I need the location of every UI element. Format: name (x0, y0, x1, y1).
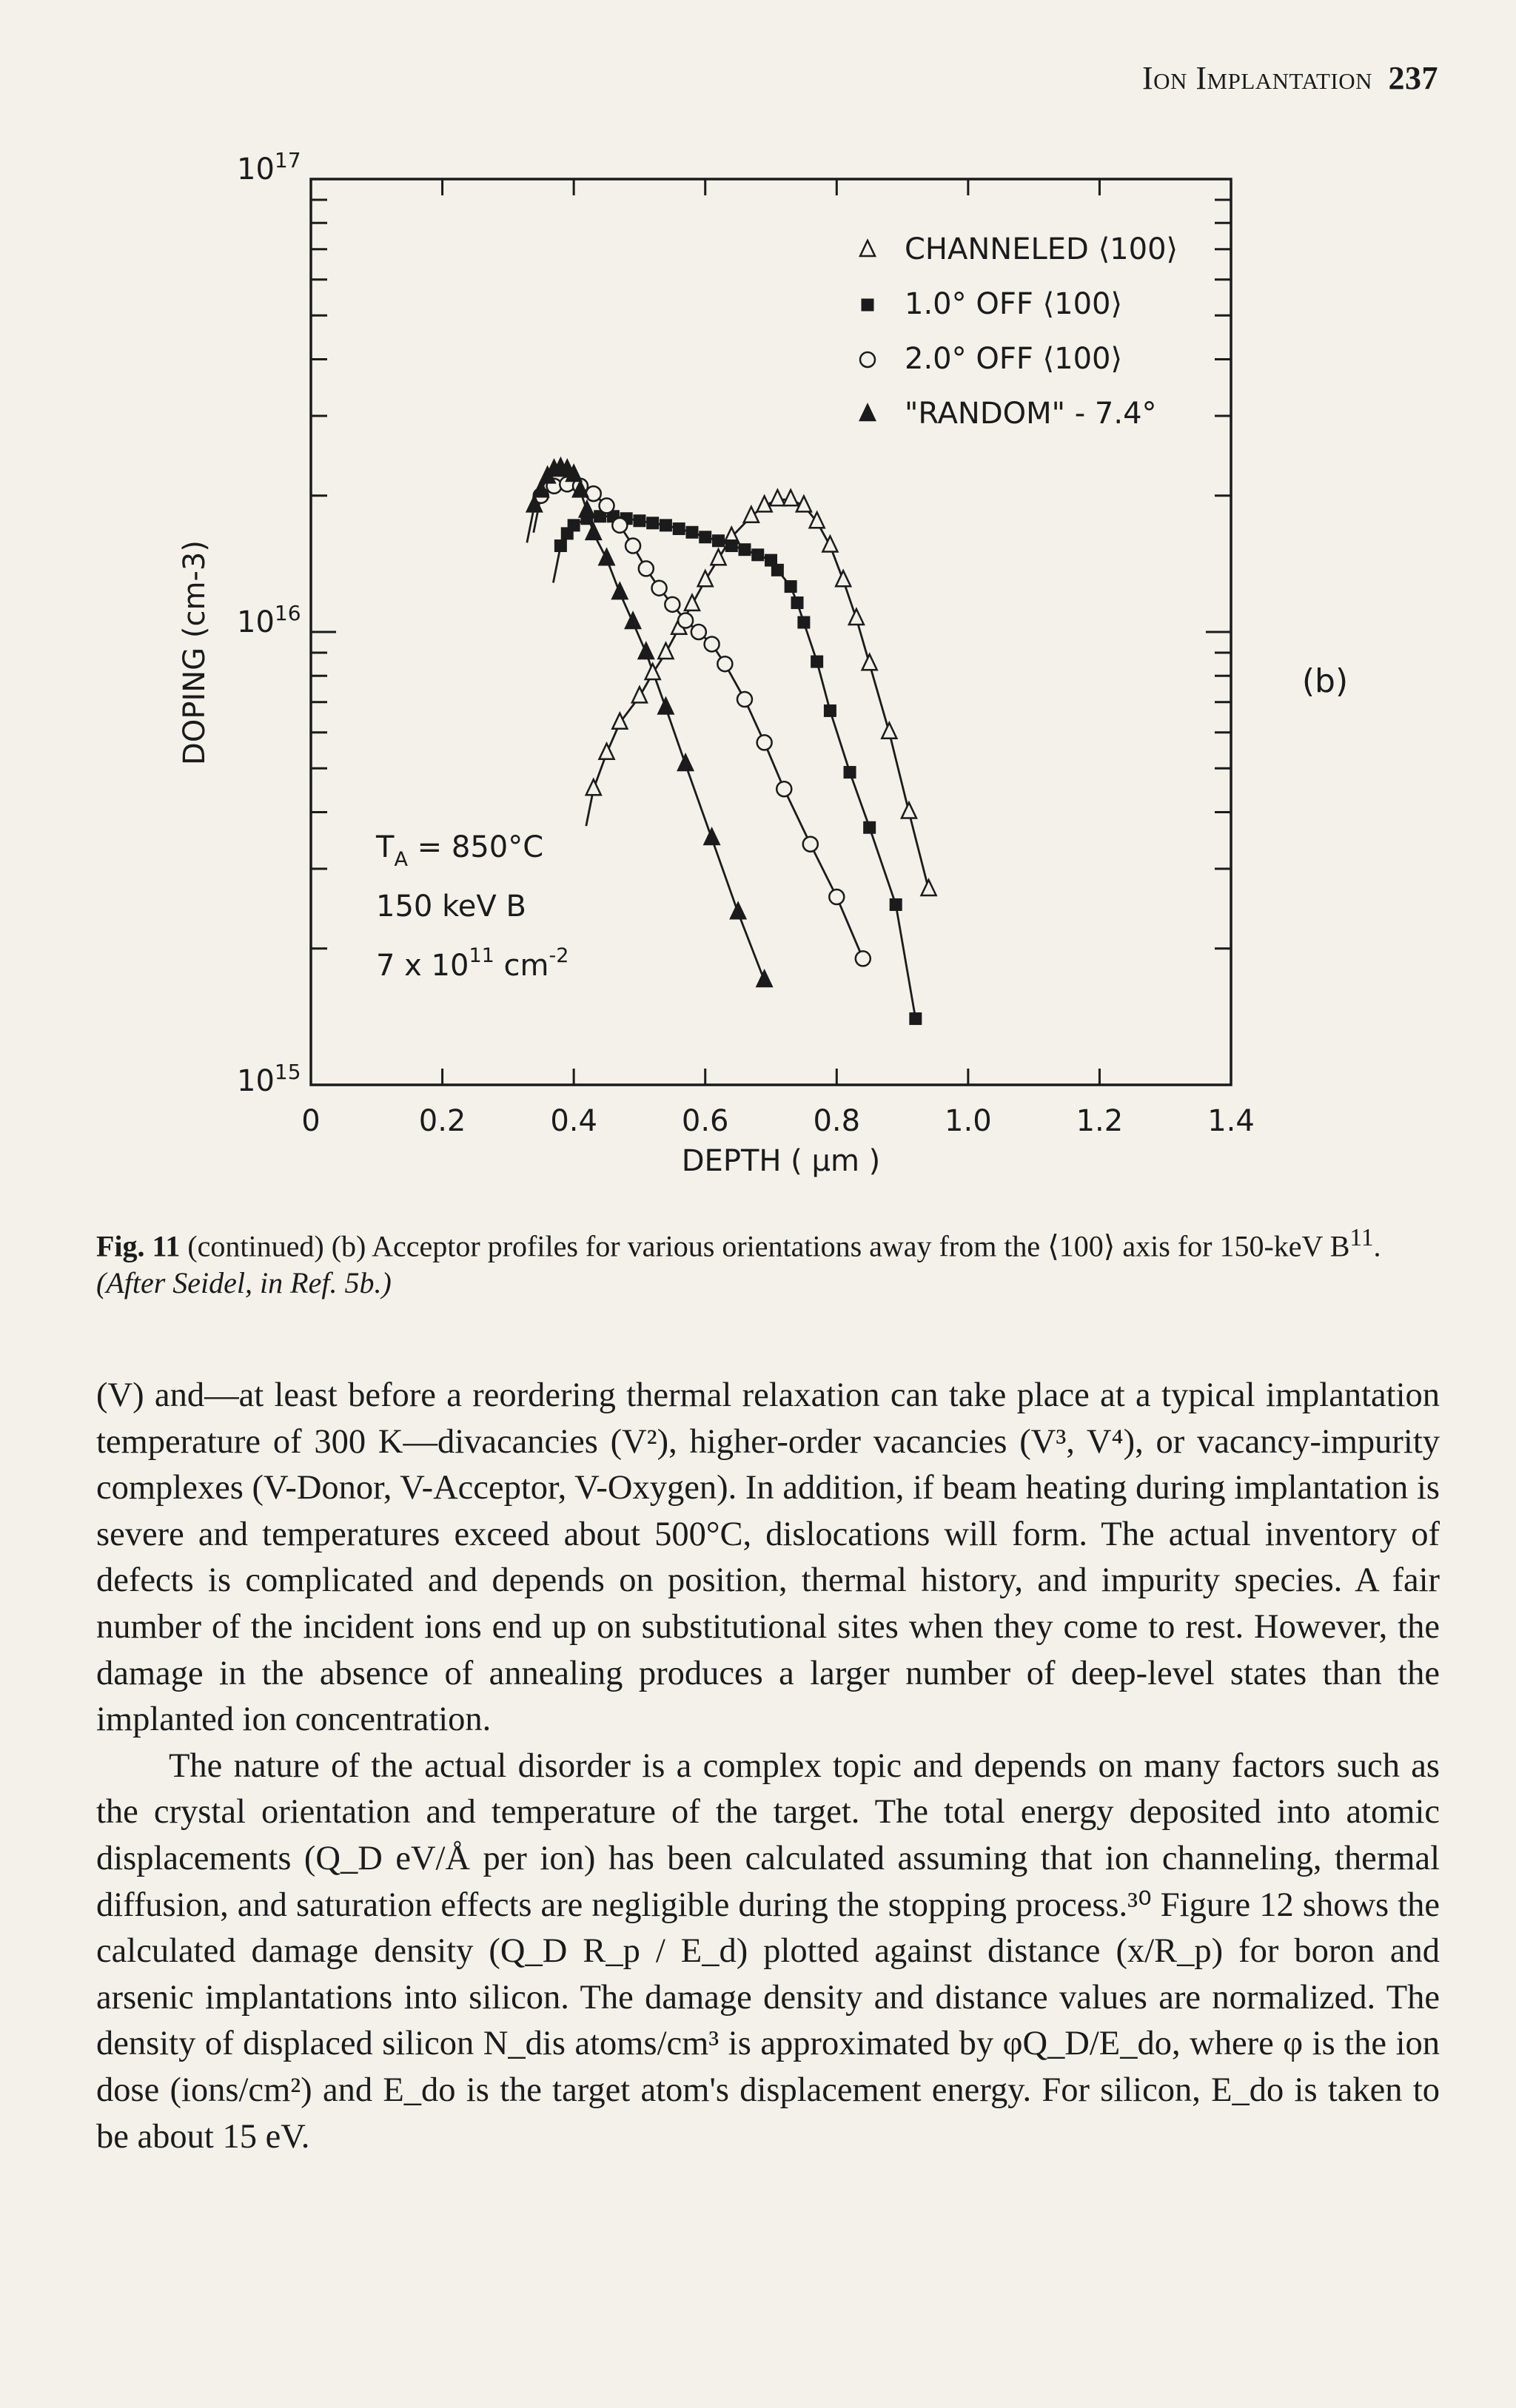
caption-citation: (After Seidel, in Ref. 5b.) (96, 1266, 392, 1300)
implant-energy: 150 keV B (376, 889, 526, 924)
series-3-point (586, 486, 601, 501)
page-number: 237 (1388, 60, 1438, 96)
series-1-point (922, 880, 936, 895)
series-3-point (625, 539, 640, 554)
legend-label-4: "RANDOM" - 7.4° (905, 397, 1157, 431)
series-2-point (712, 534, 725, 547)
series-2-point (785, 580, 797, 593)
series-2-point (699, 531, 711, 543)
x-tick-label: 0.6 (681, 1104, 729, 1138)
series-2-point (909, 1012, 922, 1025)
series-3-point (612, 518, 627, 533)
series-1-point (744, 507, 759, 522)
series-4-point (612, 583, 627, 599)
series-2-point (771, 564, 784, 576)
series-4-point (600, 549, 614, 565)
body-text (96, 1373, 1440, 2160)
series-1-point (836, 571, 851, 586)
series-4-point (658, 699, 673, 714)
series-1-point (770, 490, 785, 505)
series-2-point (554, 539, 567, 552)
y-tick-label: $10^{17}$ (237, 148, 301, 186)
series-3-point (737, 692, 752, 707)
series-2-point (673, 522, 685, 535)
series-3-point (639, 561, 654, 576)
series-2-point (646, 517, 659, 529)
series-2-point (738, 543, 751, 556)
series-3-point (803, 837, 818, 852)
series-2-point (633, 514, 645, 527)
series-line-2 (553, 517, 915, 1019)
series-3-point (600, 498, 614, 513)
x-tick-label: 1.2 (1076, 1104, 1124, 1138)
anneal-temperature: $T_A = 850^\circ C$ (376, 830, 544, 871)
series-4-point (731, 903, 745, 918)
series-4-point (580, 501, 594, 517)
x-axis-label: DEPTH ( μm ) (681, 1144, 881, 1178)
series-2-point (797, 616, 810, 629)
series-2-point (660, 519, 672, 531)
series-4-point (678, 755, 693, 770)
caption-label: Fig. 11 (96, 1229, 181, 1263)
paragraph-1: (V) and—at least before a reordering thermal relaxation can take place at a typical implantation temperature of 300 K—divacancies (V²), higher-order vacancies (V³, V⁴), or vacancy-impurity complexes (V-Donor, V-Acceptor, V-Oxygen). In addition, if beam heating during implantation is severe and temperatures exceed about 500°C, dislocations will form. The actual inventory of defects is complicated and depends on position, thermal history, and impurity species. A fair number of the incident ions end up on substitutional sites when they come to rest. However, the damage in the absence of annealing produces a larger number of deep-level states than the implanted ion concentration. (96, 1376, 1440, 1739)
header-title: Ion Implantation (1141, 60, 1372, 96)
legend-label-2: 1.0° OFF ⟨100⟩ (905, 287, 1123, 321)
data-markers (527, 459, 936, 1025)
paragraph-2: The nature of the actual disorder is a complex topic and depends on many factors such as the crystal orientation and temperature of the target. The total energy deposited into atomic displacements (Q_D eV/Å per ion) has been calculated assuming that ion channeling, thermal diffusion, and saturation effects are negligible during the stopping process.³⁰ Figure 12 shows the calculated damage density (Q_D R_p / E_d) plotted against distance (x/R_p) for boron and arsenic implantations into silicon. The damage density and distance values are normalized. The density of displaced silicon N_dis atoms/cm³ is approximated by φQ_D/E_do, where φ is the ion dose (ions/cm²) and E_do is the target atom's displacement energy. For silicon, E_do is taken to be about 15 eV. (96, 1746, 1440, 2156)
series-2-point (863, 821, 876, 834)
conditions-annotation (375, 830, 568, 983)
series-2-point (568, 519, 580, 531)
x-tick-label: 1.4 (1207, 1104, 1255, 1138)
series-2-point (811, 656, 823, 668)
series-4-point (705, 829, 720, 844)
series-1-point (685, 595, 700, 611)
x-tick-label: 0.4 (550, 1104, 597, 1138)
series-1-point (783, 490, 798, 505)
y-tick-label: $10^{15}$ (237, 1060, 301, 1098)
series-3-point (678, 613, 693, 628)
caption-superscript: 11 (1349, 1224, 1374, 1251)
series-3-point (777, 781, 791, 796)
x-tick-label: 0 (301, 1104, 321, 1138)
series-3-point (652, 581, 667, 596)
series-2-point (685, 526, 698, 539)
series-2-point (824, 704, 836, 717)
series-line-3 (534, 484, 863, 958)
doping-profile-chart (0, 0, 1516, 1199)
legend-marker-3 (860, 352, 875, 367)
series-2-point (844, 766, 856, 778)
panel-label: (b) (1301, 662, 1349, 700)
series-1-point (658, 643, 673, 659)
y-axis-label: DOPING (cm-3) (178, 540, 212, 765)
x-tick-label: 0.8 (813, 1104, 861, 1138)
series-3-point (717, 656, 732, 671)
series-3-point (856, 951, 871, 966)
implant-dose: 7 x $10^{11}$ $cm^{-2}$ (376, 944, 569, 983)
series-1-point (600, 744, 614, 759)
series-1-point (882, 723, 896, 739)
series-1-point (862, 654, 877, 670)
legend-label-1: CHANNELED ⟨100⟩ (905, 232, 1178, 266)
series-3-point (665, 597, 680, 612)
series-4-point (639, 643, 654, 659)
series-3-point (757, 735, 772, 750)
series-2-point (751, 548, 764, 561)
series-3-point (829, 889, 844, 904)
series-3-point (691, 625, 706, 639)
caption-text: (continued) (b) Acceptor profiles for various orientations away from the ⟨100⟩ axis for 150-keV B (187, 1229, 1350, 1263)
legend-marker-2 (862, 299, 874, 312)
series-1-point (902, 803, 916, 818)
series-2-point (725, 539, 738, 552)
series-4-point (586, 524, 601, 539)
series-1-point (849, 609, 864, 625)
legend-label-3: 2.0° OFF ⟨100⟩ (905, 342, 1123, 376)
x-tick-label: 0.2 (418, 1104, 466, 1138)
x-tick-label: 1.0 (945, 1104, 992, 1138)
y-tick-label: $10^{16}$ (237, 601, 301, 639)
series-2-point (890, 898, 902, 911)
series-2-point (791, 596, 804, 609)
series-4-point (757, 971, 772, 986)
legend (860, 232, 1178, 431)
series-1-point (586, 779, 601, 795)
series-3-point (705, 636, 720, 651)
figure-caption: Fig. 11 (continued) (b) Acceptor profiles for various orientations away from the ⟨100⟩ axis for 150-keV $B^{11}$. (After Seidel, in Ref. 5b.) (96, 1224, 1381, 1300)
legend-marker-1 (860, 241, 875, 256)
legend-marker-4 (860, 405, 875, 420)
series-4-point (625, 613, 640, 628)
